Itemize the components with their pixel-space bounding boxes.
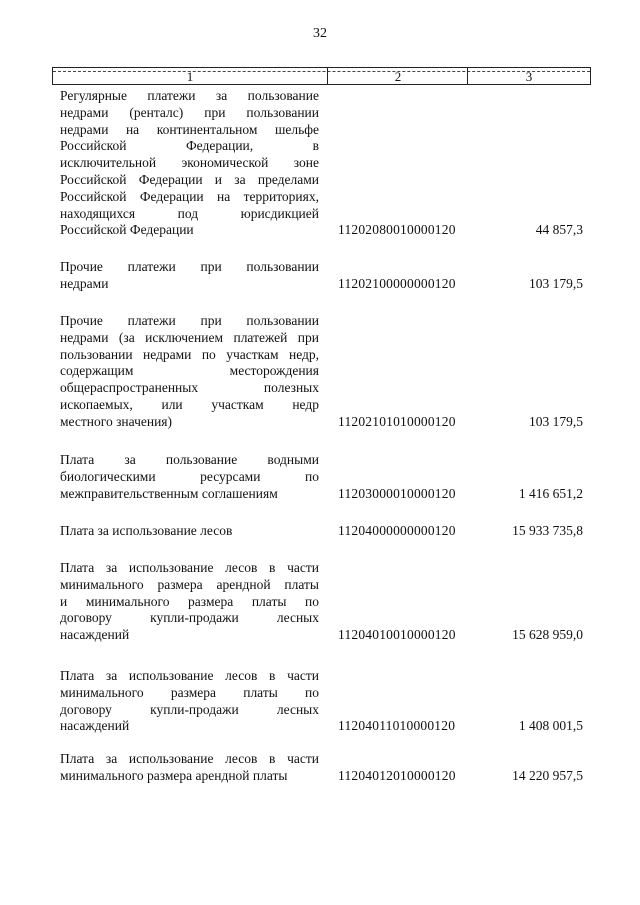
row-name — [60, 452, 319, 502]
row-name-line: находящихся под юрисдикцией — [60, 205, 319, 221]
row-amount: 14 220 957,5 — [512, 767, 583, 783]
row-name-line: пользовании недрами по участкам недр, — [60, 346, 319, 362]
row-name-line: минимального размера арендной платы — [60, 576, 319, 592]
row-name-line: договору купли-продажи лесных — [60, 610, 319, 626]
page-number: 32 — [313, 26, 327, 41]
row-amount: 15 933 735,8 — [512, 523, 583, 538]
row-name-line: Плата за пользование водными — [60, 452, 319, 467]
row-code: 11204011010000120 — [338, 718, 456, 734]
row-name — [60, 668, 319, 735]
row-amount: 103 179,5 — [529, 413, 583, 429]
row-name-line: содержащим месторождения — [60, 363, 319, 379]
row-amount: 1 408 001,5 — [518, 718, 583, 734]
row-amount: 44 857,3 — [535, 222, 583, 238]
row-name-line: Плата за использование лесов в части — [60, 560, 319, 575]
row-name-line: недрами — [60, 275, 109, 291]
row-name — [60, 88, 319, 239]
table-header — [52, 67, 591, 85]
row-name-line: недрами на континентальном шельфе — [60, 121, 319, 137]
row-name-line: Регулярные платежи за пользование — [60, 88, 319, 103]
row-amount: 1 416 651,2 — [518, 485, 583, 501]
row-name-line: биологическими ресурсами по — [60, 468, 319, 484]
row-name-line: договору купли-продажи лесных — [60, 701, 319, 717]
row-name-line: Прочие платежи при пользовании — [60, 313, 319, 328]
row-name-line: насаждений — [60, 627, 130, 643]
header-col-3: 3 — [467, 68, 590, 84]
row-name-line: ископаемых, или участкам недр — [60, 396, 319, 412]
row-name-line: местного значения) — [60, 413, 173, 429]
row-name-line: и минимального размера платы по — [60, 593, 319, 609]
row-name-line: насаждений — [60, 718, 130, 734]
row-code: 11202101010000120 — [338, 413, 456, 429]
row-name-line: недрами (ренталс) при пользовании — [60, 104, 319, 120]
row-amount: 15 628 959,0 — [512, 627, 583, 643]
row-name-line: Плата за использование лесов — [60, 523, 233, 538]
row-name-line: общераспространенных полезных — [60, 380, 319, 396]
row-code: 11204000000000120 — [338, 523, 456, 538]
row-name — [60, 523, 319, 540]
row-name — [60, 313, 319, 431]
row-name-line: минимального размера платы по — [60, 684, 319, 700]
header-col-2: 2 — [327, 68, 468, 84]
row-code: 11203000010000120 — [338, 485, 456, 501]
row-name — [60, 751, 319, 785]
row-code: 11202080010000120 — [338, 222, 456, 238]
row-name-line: исключительной экономической зоне — [60, 155, 319, 171]
row-code: 11202100000000120 — [338, 275, 456, 291]
row-amount: 103 179,5 — [529, 275, 583, 291]
row-name-line: Российской Федерации на территориях, — [60, 188, 319, 204]
row-code: 11204010010000120 — [338, 627, 456, 643]
row-name-line: недрами (за исключением платежей при — [60, 329, 319, 345]
row-name-line: Российской Федерации, в — [60, 138, 319, 154]
row-name-line: Прочие платежи при пользовании — [60, 259, 319, 274]
row-name-line: минимального размера арендной платы — [60, 767, 288, 783]
row-name-line: Российской Федерации и за пределами — [60, 171, 319, 187]
header-col-1: 1 — [186, 69, 194, 84]
row-name-line: Плата за использование лесов в части — [60, 751, 319, 766]
row-name-line: межправительственным соглашениям — [60, 485, 278, 501]
row-name — [60, 560, 319, 644]
row-code: 11204012010000120 — [338, 767, 456, 783]
row-name-line: Плата за использование лесов в части — [60, 668, 319, 683]
row-name — [60, 259, 319, 293]
row-name-line: Российской Федерации — [60, 222, 194, 238]
